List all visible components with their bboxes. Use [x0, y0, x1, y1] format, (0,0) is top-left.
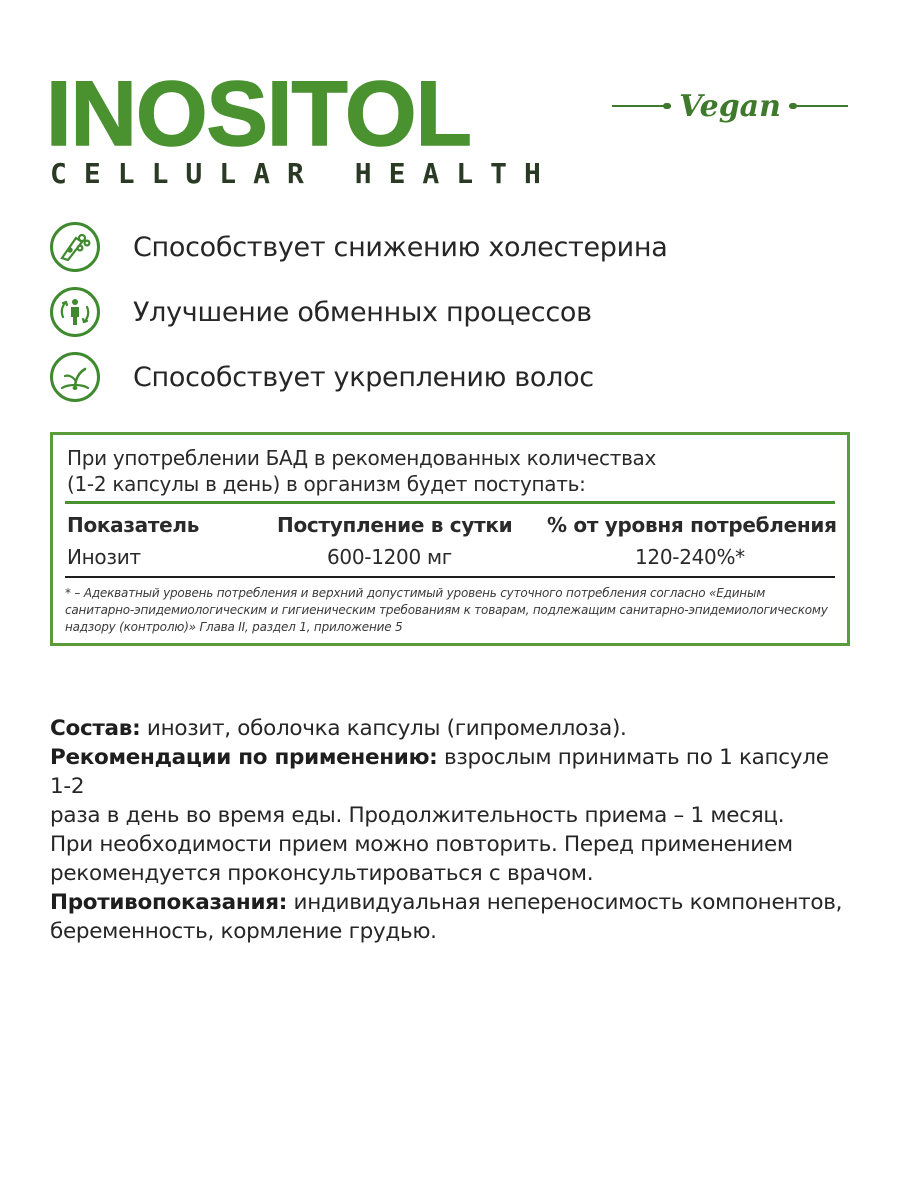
usage-label: Рекомендации по применению: — [50, 745, 438, 770]
composition-text: инозит, оболочка капсулы (гипромеллоза). — [140, 716, 627, 741]
table-header-percent: % от уровня потребления — [547, 513, 837, 537]
benefit-item-cholesterol — [50, 219, 667, 275]
composition-line — [50, 714, 850, 743]
benefit-text: Способствует укреплению волос — [133, 361, 594, 393]
usage-line: рекомендуется проконсультироваться с врачом. — [50, 861, 594, 886]
table-cell-percent: 120-240%* — [635, 545, 745, 569]
contraindications-line: беременность, кормление грудью. — [50, 919, 437, 944]
usage-line: раза в день во время еды. Продолжительность приема – 1 месяц. — [50, 803, 785, 828]
composition-section — [50, 714, 850, 946]
benefit-text: Способствует снижению холестерина — [133, 231, 668, 263]
benefit-item-hair — [50, 349, 594, 405]
table-cell-daily-intake: 600-1200 мг — [327, 545, 452, 569]
usage-line: При необходимости прием можно повторить. Перед применением — [50, 832, 793, 857]
vegan-label: Vegan — [679, 88, 781, 124]
contraindications-label: Противопоказания: — [50, 890, 288, 915]
contraindications-line — [50, 888, 850, 917]
table-footnote: * – Адекватный уровень потребления и верхний допустимый уровень суточного потребления согласно «Единым санитарно-эпидемиологическим и гигиеническим требованиям к товарам, подлежащим санитарно-эпидемиологическому надзору (контролю)» Глава II, раздел 1, приложение 5 — [65, 586, 828, 634]
table-header-divider — [65, 501, 835, 504]
table-bottom-divider — [65, 576, 835, 578]
benefit-text: Улучшение обменных процессов — [133, 296, 592, 328]
vegan-line-right — [789, 105, 848, 107]
cholesterol-icon — [50, 222, 100, 272]
vegan-badge — [612, 84, 848, 128]
table-header-indicator: Показатель — [67, 513, 200, 537]
vegan-line-left — [612, 105, 671, 107]
metabolism-icon — [50, 287, 100, 337]
table-header-daily-intake: Поступление в сутки — [277, 513, 513, 537]
nutrition-table-box — [50, 432, 850, 646]
contraindications-text: индивидуальная непереносимость компонентов, — [287, 890, 843, 915]
product-subtitle: CELLULAR HEALTH — [50, 157, 558, 190]
hair-icon — [50, 352, 100, 402]
table-intro-line: При употреблении БАД в рекомендованных количествах — [67, 446, 657, 470]
table-intro-line: (1-2 капсулы в день) в организм будет поступать: — [67, 472, 586, 496]
benefit-item-metabolism — [50, 284, 592, 340]
usage-line — [50, 743, 850, 801]
usage-text: взрослым принимать по 1 капсуле 1-2 — [50, 745, 829, 799]
table-intro — [67, 445, 837, 497]
table-cell-indicator: Инозит — [67, 545, 141, 569]
product-title: INOSITOL — [46, 63, 471, 165]
composition-label: Состав: — [50, 716, 141, 741]
